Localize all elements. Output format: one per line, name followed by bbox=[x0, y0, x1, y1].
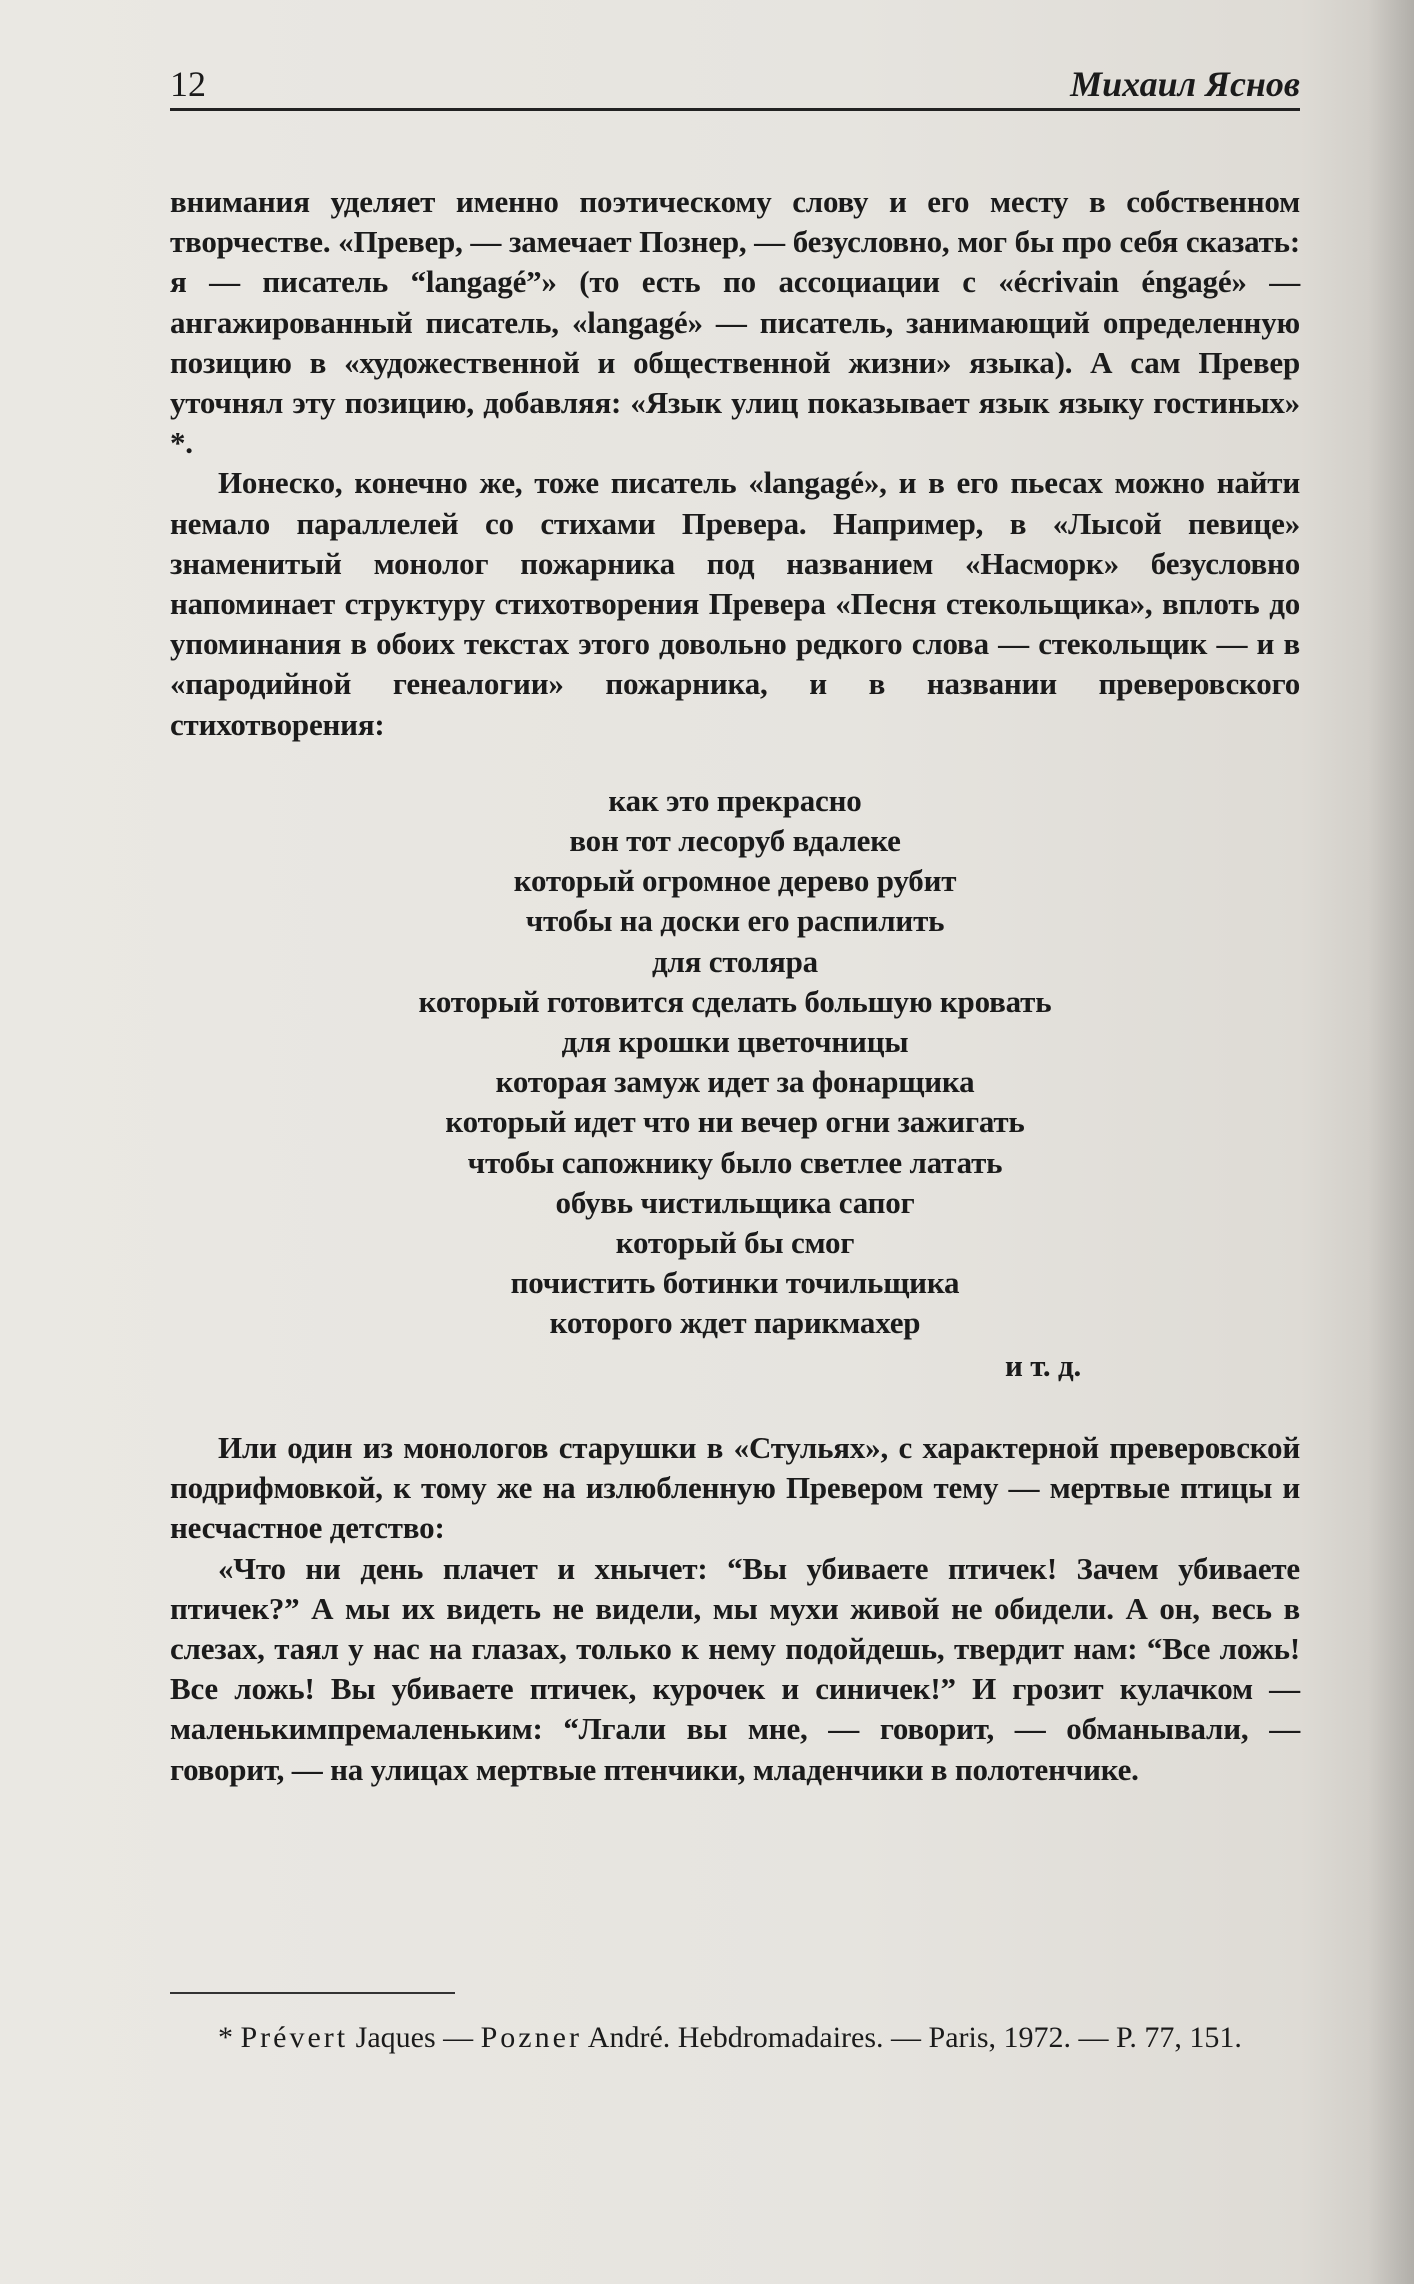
poem-line: который идет что ни вечер огни зажигать bbox=[445, 1104, 1025, 1140]
header-rule bbox=[170, 108, 1300, 111]
poem-line: которая замуж идет за фонарщика bbox=[495, 1064, 975, 1100]
page-number: 12 bbox=[170, 64, 206, 104]
poem-line: который огромное дерево рубит bbox=[513, 863, 957, 899]
footnote-rule bbox=[170, 1992, 455, 1994]
poem-line: которого ждет парикмахер bbox=[549, 1305, 921, 1341]
footnote-rest: André. Hebdromadaires. — Paris, 1972. — P. 77, 151. bbox=[587, 2021, 1242, 2054]
footnote-marker: * bbox=[218, 2021, 233, 2054]
footnote bbox=[170, 2018, 1300, 2057]
paragraph-2: Ионеско, конечно же, тоже писатель «langagé», и в его пьесах можно найти немало параллелей со стихами Превера. Например, в «Лысой певице» знаменитый монолог пожарника под названием «Насморк» безусловно напоминает структуру стихотворения Превера «Песня стекольщика», вплоть до упоминания в обоих текстах этого довольно редкого слова — стекольщик — и в «пародийной генеалогии» пожарника, и в названии преверовского стихотворения: bbox=[170, 465, 1300, 742]
footnote-author-1: Prévert bbox=[240, 2021, 349, 2054]
paragraph-3: Или один из монологов старушки в «Стульях», с характерной преверовской подрифмовкой, к тому же на излюбленную Превером тему — мертвые птицы и несчастное детство: bbox=[170, 1429, 1300, 1546]
poem-line: который бы смог bbox=[615, 1225, 855, 1261]
poem-quote bbox=[170, 781, 1300, 1344]
paragraph-4: «Что ни день плачет и хнычет: “Вы убиваете птичек! Зачем убиваете птичек?” А мы их видеть не видели, мы мухи живой не обидели. А он, весь в слезах, таял у нас на глазах, только к нему подойдешь, твердит нам: “Все ложь! Все ложь! Вы убиваете птичек, курочек и синичек!” И грозит кулачком — маленькимпремаленьким: “Лгали вы мне, — говорит, — обманывали, — говорит, — на улицах мертвые птенчики, младенчики в полотенчике. bbox=[170, 1550, 1300, 1787]
footnote-author-2: Pozner bbox=[480, 2021, 582, 2054]
main-text bbox=[170, 182, 1300, 1790]
spacer bbox=[170, 1386, 1300, 1428]
poem-line: для крошки цветочницы bbox=[561, 1024, 909, 1060]
poem-line: для столяра bbox=[652, 943, 818, 979]
paragraph-1: внимания уделяет именно поэтическому слову и его месту в собственном творчестве. «Превер, — замечает Познер, — безусловно, мог бы про себя сказать: я — писатель “langagé”» (то есть по ассоциации с «écrivain éngagé» — ангажированный писатель, «langagé» — писатель, занимающий определенную позицию в «художественной и общественной жизни» языка). А сам Превер уточнял эту позицию, добавляя: «Язык улиц показывает язык языку гостиных» *. bbox=[170, 184, 1300, 461]
poem-line: почистить ботинки точильщика bbox=[510, 1265, 960, 1301]
poem-line: вон тот лесоруб вдалеке bbox=[569, 823, 901, 859]
poem-line: как это прекрасно bbox=[608, 782, 862, 818]
footnote-name-1: Jaques — bbox=[355, 2021, 474, 2054]
poem-line: который готовится сделать большую кровать bbox=[418, 983, 1052, 1019]
spine-shadow bbox=[1368, 0, 1414, 2284]
poem-etc: и т. д. bbox=[1005, 1347, 1082, 1383]
running-head bbox=[170, 52, 1300, 102]
poem-line: чтобы сапожнику было светлее латать bbox=[467, 1144, 1003, 1180]
poem-line: чтобы на доски его распилить bbox=[525, 903, 945, 939]
running-head-author: Михаил Яснов bbox=[1070, 64, 1300, 104]
poem-line: обувь чистильщика сапог bbox=[555, 1184, 915, 1220]
